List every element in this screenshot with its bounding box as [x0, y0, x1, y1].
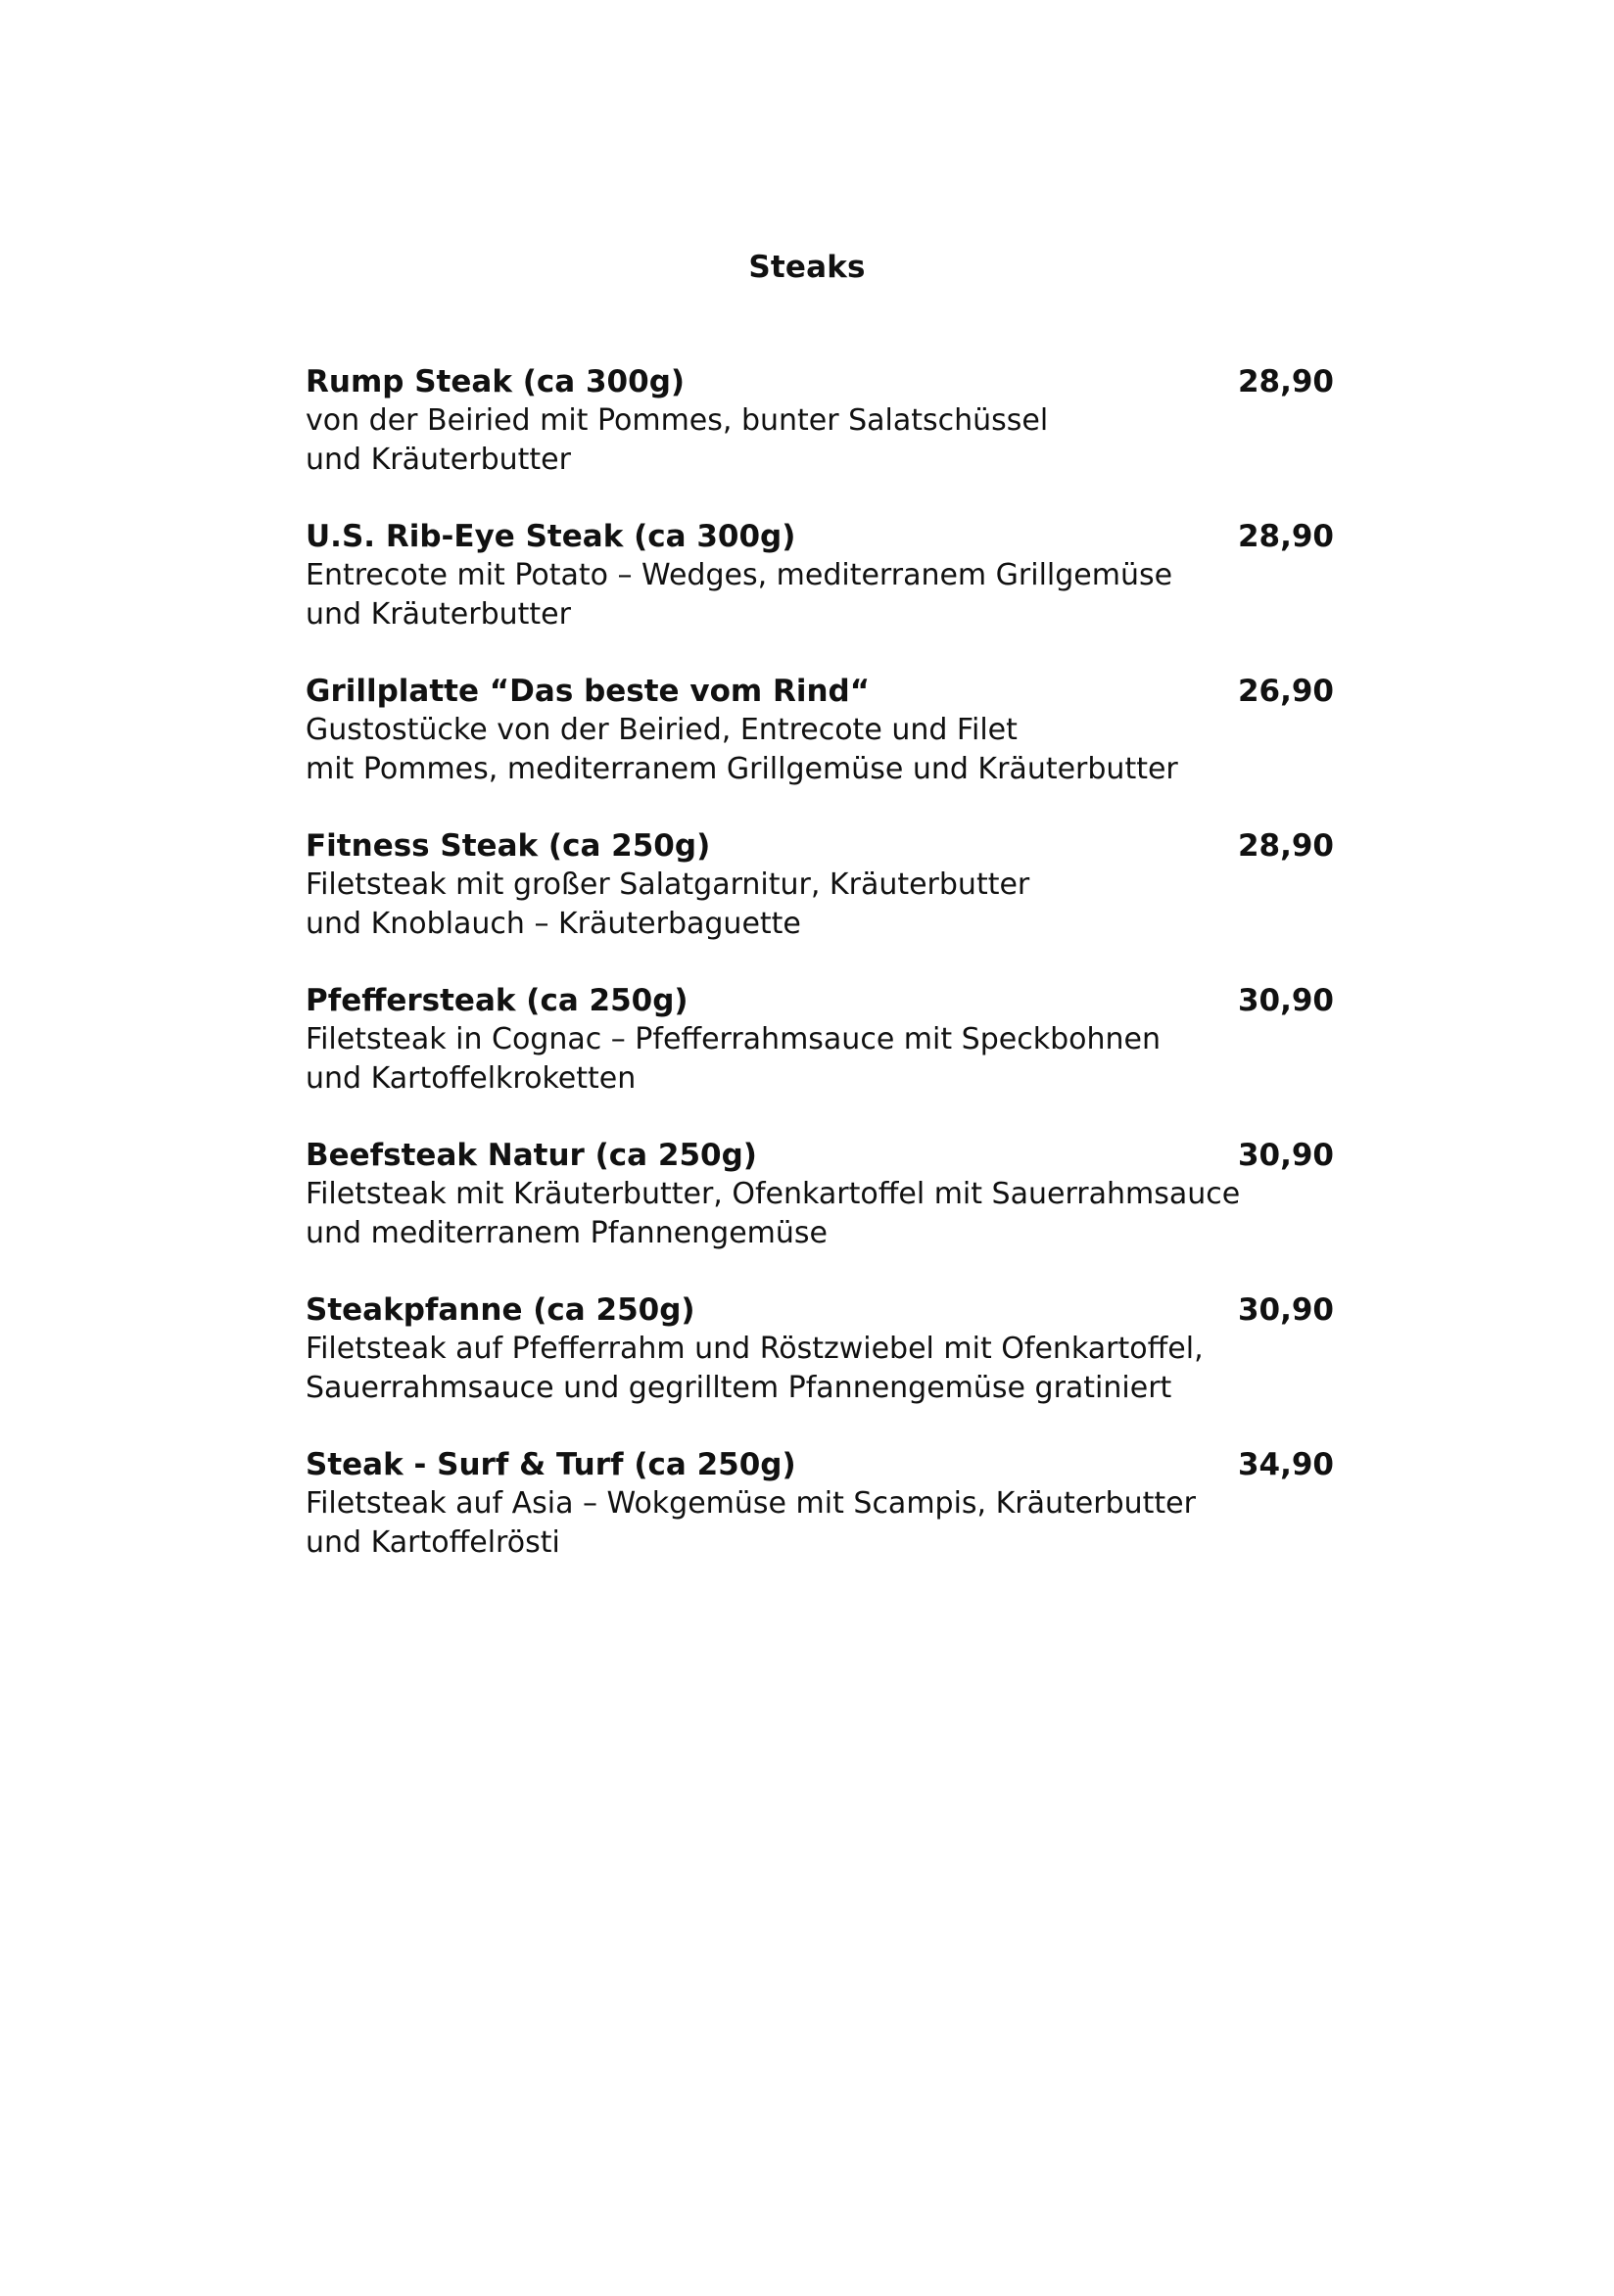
description-line: Gustostücke von der Beiried, Entrecote und Filet: [306, 713, 1018, 747]
item-description: [306, 401, 1048, 480]
item-description: [306, 1175, 1240, 1253]
item-price: 28,90: [1237, 828, 1334, 864]
item-description: [306, 556, 1172, 634]
menu-item: [306, 1136, 1334, 1290]
item-name: Pfeffersteak (ca 250g): [306, 983, 688, 1018]
menu-item: [306, 672, 1334, 826]
item-price: 30,90: [1237, 983, 1334, 1018]
item-price: 28,90: [1237, 519, 1334, 554]
item-description: [306, 711, 1178, 789]
description-line: von der Beiried mit Pommes, bunter Salatschüssel: [306, 403, 1049, 438]
description-line: Filetsteak mit großer Salatgarnitur, Kräuterbutter: [306, 867, 1030, 902]
menu-item: [306, 517, 1334, 672]
item-name: Steakpfanne (ca 250g): [306, 1292, 695, 1328]
description-line: und mediterranem Pfannengemüse: [306, 1216, 828, 1250]
item-price: 34,90: [1237, 1447, 1334, 1482]
menu-item: [306, 1445, 1334, 1600]
description-line: Sauerrahmsauce und gegrilltem Pfannengemüse gratiniert: [306, 1371, 1172, 1405]
item-name: Grillplatte “Das beste vom Rind“: [306, 674, 871, 709]
item-price: 30,90: [1237, 1138, 1334, 1173]
description-line: und Kräuterbutter: [306, 443, 571, 477]
description-line: Filetsteak in Cognac – Pfefferrahmsauce mit Speckbohnen: [306, 1022, 1161, 1056]
item-price: 26,90: [1237, 674, 1334, 709]
item-price: 30,90: [1237, 1292, 1334, 1328]
description-line: Filetsteak auf Pfefferrahm und Röstzwiebel mit Ofenkartoffel,: [306, 1332, 1204, 1366]
description-line: Filetsteak mit Kräuterbutter, Ofenkartoffel mit Sauerrahmsauce: [306, 1177, 1241, 1211]
description-line: und Kartoffelrösti: [306, 1525, 560, 1560]
description-line: Entrecote mit Potato – Wedges, mediterranem Grillgemüse: [306, 558, 1173, 592]
menu-list: [306, 362, 1334, 1600]
item-description: [306, 866, 1029, 944]
menu-item: [306, 362, 1334, 517]
description-line: und Knoblauch – Kräuterbaguette: [306, 907, 801, 941]
description-line: mit Pommes, mediterranem Grillgemüse und Kräuterbutter: [306, 752, 1178, 786]
menu-item: [306, 981, 1334, 1136]
menu-item: [306, 1290, 1334, 1445]
item-description: [306, 1330, 1204, 1408]
item-name: Fitness Steak (ca 250g): [306, 828, 711, 864]
page-title: Steaks: [748, 250, 866, 285]
item-description: [306, 1484, 1196, 1563]
description-line: Filetsteak auf Asia – Wokgemüse mit Scampis, Kräuterbutter: [306, 1486, 1196, 1521]
menu-item: [306, 826, 1334, 981]
description-line: und Kartoffelkroketten: [306, 1061, 637, 1096]
item-price: 28,90: [1237, 364, 1334, 399]
description-line: und Kräuterbutter: [306, 597, 571, 632]
item-description: [306, 1020, 1161, 1099]
item-name: Beefsteak Natur (ca 250g): [306, 1138, 757, 1173]
item-name: Rump Steak (ca 300g): [306, 364, 686, 399]
item-name: Steak - Surf & Turf (ca 250g): [306, 1447, 796, 1482]
item-name: U.S. Rib-Eye Steak (ca 300g): [306, 519, 796, 554]
